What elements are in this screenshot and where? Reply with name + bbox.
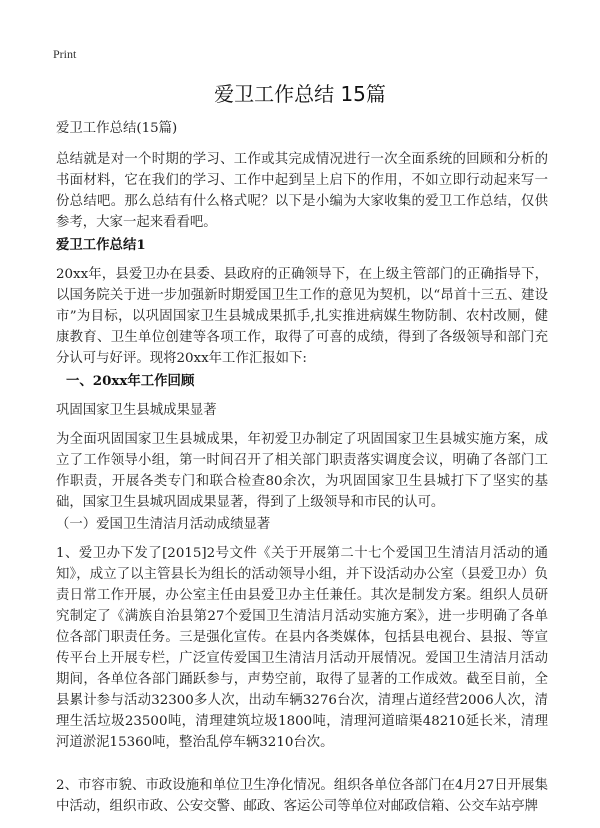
subsection1-heading: （一）爱国卫生清洁月活动成绩显著 (56, 517, 271, 532)
item1-paragraph: 1、爱卫办下发了[2015]2号文件《关于开展第二十七个爱国卫生清洁月活动的通知》，成立了以主管县长为组长的活动领导小组，并下设活动办公室（县爱卫办）负责日常工作开展，办公室主任由县爱卫办主任兼任。其次是制发方案。组织人员研究制定了《满族自治县第27个爱国卫生清洁月活动实施方案》，进一步明确了各单位各部门职责任务。三是强化宣传。在县内各类媒体，包括县电视台、县报、等宣传平台上开展专栏，广泛宣传爱国卫生清洁月活动开展情况。爱国卫生清洁月活动期间，各单位各部门踊跃参与，声势空前，取得了显著的工作成效。截至目前，全县累计参与活动32300多人次，出动车辆3276台次，清理占道经营2006人次，清理生活垃圾23500吨，清理建筑垃圾1800吨，清理河道暗渠48210延长米，清理河道淤泥15360吨，整治乱停车辆3210台次。 (56, 546, 548, 750)
section1-paragraph: 20xx年，县爱卫办在县委、县政府的正确领导下，在上级主管部门的正确指导下，以国务院关于进一步加强新时期爱国卫生工作的意见为契机，以“昂首十三五、建设市”为目标，以巩固国家卫生县城成果抓手,扎实推进病媒生物防制、农村改厕，健康教育、卫生单位创建等各项工作，取得了可喜的成绩，得到了各级领导和部门充分认可与好评。现将20xx年工作汇报如下: (56, 267, 548, 366)
review-heading: 一、20xx年工作回顾 (66, 373, 195, 389)
intro-paragraph: 总结就是对一个时期的学习、工作或其完成情况进行一次全面系统的回顾和分析的书面材料，它在我们的学习、工作中起到呈上启下的作用，不如立即行动起来写一份总结吧。那么总结有什么格式呢？以下是小编为大家收集的爱卫工作总结，仅供参考，大家一起来看看吧。 (56, 152, 548, 230)
section1-heading: 爱卫工作总结1 (56, 237, 146, 253)
print-label[interactable]: Print (53, 47, 77, 61)
consolidate-paragraph: 为全面巩固国家卫生县城成果，年初爱卫办制定了巩固国家卫生县城实施方案，成立了工作领导小组，第一时间召开了相关部门职责落实调度会议，明确了各部门工作职责，开展各类专门和联合检查80余次，为巩固国家卫生县城打下了坚实的基础，国家卫生县城巩固成果显著，得到了上级领导和市民的认可。 (56, 432, 548, 510)
consolidate-heading: 巩固国家卫生县城成果显著 (56, 403, 217, 418)
document-title: 爱卫工作总结 15篇 (214, 82, 386, 106)
document-subtitle: 爱卫工作总结(15篇) (56, 121, 178, 136)
item2-paragraph: 2、市容市貌、市政设施和单位卫生净化情况。组织各单位各部门在4月27日开展集中活动，组织市政、公安交警、邮政、客运公司等单位对邮政信箱、公交车站亭牌 (56, 778, 548, 814)
